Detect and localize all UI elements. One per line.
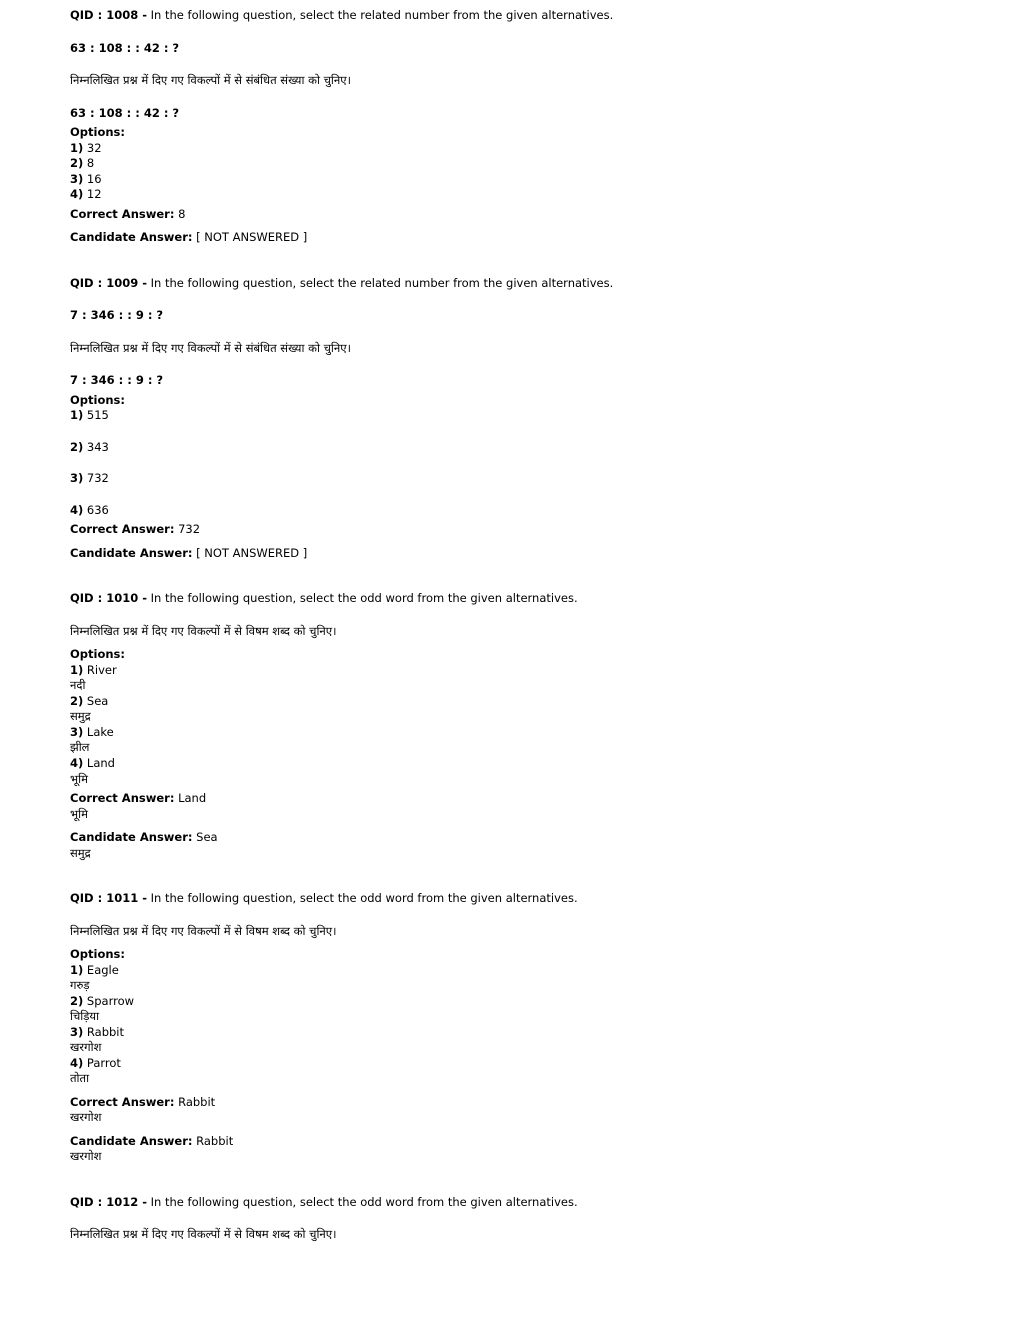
- option-text-hi: नदी: [70, 678, 86, 693]
- option-text-hi: झील: [70, 740, 90, 755]
- option-item: [70, 756, 954, 772]
- correct-answer-row: [70, 522, 954, 538]
- question-prompt-en: In the following question, select the odd word from the given alternatives.: [150, 891, 578, 906]
- qid-label: QID : 1012 -: [70, 1194, 147, 1209]
- correct-answer-value: 8: [178, 206, 186, 221]
- candidate-answer-row: [70, 230, 954, 246]
- correct-answer-row: [70, 1095, 954, 1111]
- option-text-hi: समुद्र: [70, 709, 91, 724]
- candidate-answer-label: Candidate Answer:: [70, 830, 193, 845]
- correct-answer-value: Land: [178, 791, 207, 806]
- correct-answer-value: 732: [178, 522, 201, 537]
- option-number: 4): [70, 502, 84, 517]
- question-header: [70, 276, 954, 292]
- question-prompt-en: In the following question, select the odd word from the given alternatives.: [150, 1194, 578, 1209]
- option-item: [70, 725, 954, 741]
- option-text: Lake: [86, 724, 114, 739]
- option-text: Sparrow: [86, 993, 135, 1008]
- option-item: [70, 156, 954, 172]
- question-prompt-hi: निम्नलिखित प्रश्न में दिए गए विकल्पों में से संबंधित संख्या को चुनिए।: [70, 340, 351, 355]
- option-number: 1): [70, 962, 84, 977]
- correct-answer-label: Correct Answer:: [70, 1094, 175, 1109]
- option-text: Parrot: [86, 1055, 121, 1070]
- option-item: [70, 503, 954, 519]
- option-item: [70, 408, 954, 424]
- candidate-answer-value: Rabbit: [196, 1133, 234, 1148]
- option-item: [70, 141, 954, 157]
- option-text: 515: [86, 408, 109, 423]
- candidate-answer-value-hi: खरगोश: [70, 1149, 102, 1164]
- option-item: [70, 471, 954, 487]
- candidate-answer-row: [70, 546, 954, 562]
- option-number: 1): [70, 408, 84, 423]
- option-text-hi: खरगोश: [70, 1040, 102, 1055]
- question-prompt-hi: निम्नलिखित प्रश्न में दिए गए विकल्पों में से विषम शब्द को चुनिए।: [70, 623, 337, 638]
- question-block-1010: [70, 591, 954, 861]
- option-text: River: [86, 662, 117, 677]
- correct-answer-row: [70, 207, 954, 223]
- candidate-answer-value: Sea: [196, 830, 218, 845]
- analogy-hi: 7 : 346 : : 9 : ?: [70, 373, 164, 388]
- question-prompt-hi: निम्नलिखित प्रश्न में दिए गए विकल्पों में से विषम शब्द को चुनिए।: [70, 1227, 337, 1242]
- option-text-hi: तोता: [70, 1071, 90, 1086]
- option-text: 12: [86, 187, 102, 202]
- option-number: 3): [70, 724, 84, 739]
- candidate-answer-row: [70, 830, 954, 846]
- candidate-answer-label: Candidate Answer:: [70, 1133, 193, 1148]
- question-header: [70, 8, 954, 24]
- candidate-answer-value: [ NOT ANSWERED ]: [196, 230, 308, 245]
- option-number: 2): [70, 993, 84, 1008]
- option-text: Eagle: [86, 962, 119, 977]
- option-item: [70, 994, 954, 1010]
- correct-answer-label: Correct Answer:: [70, 522, 175, 537]
- options-label: Options:: [70, 647, 125, 662]
- option-text: 32: [86, 140, 102, 155]
- candidate-answer-row: [70, 1134, 954, 1150]
- option-text: 8: [86, 156, 95, 171]
- option-item: [70, 663, 954, 679]
- question-block-1009: [70, 276, 954, 562]
- correct-answer-value-hi: खरगोश: [70, 1110, 102, 1125]
- options-label: Options:: [70, 392, 125, 407]
- option-item: [70, 440, 954, 456]
- option-item: [70, 963, 954, 979]
- correct-answer-row: [70, 791, 954, 807]
- question-prompt-hi: निम्नलिखित प्रश्न में दिए गए विकल्पों में से विषम शब्द को चुनिए।: [70, 923, 337, 938]
- option-number: 3): [70, 1024, 84, 1039]
- candidate-answer-label: Candidate Answer:: [70, 230, 193, 245]
- option-number: 1): [70, 662, 84, 677]
- correct-answer-label: Correct Answer:: [70, 206, 175, 221]
- option-text: Rabbit: [86, 1024, 125, 1039]
- option-text: 343: [86, 439, 109, 454]
- option-text: 732: [86, 471, 109, 486]
- question-block-1011: [70, 891, 954, 1165]
- options-label: Options:: [70, 125, 125, 140]
- qid-label: QID : 1010 -: [70, 591, 147, 606]
- option-text-hi: गरुड़: [70, 978, 90, 993]
- qid-label: QID : 1009 -: [70, 275, 147, 290]
- option-item: [70, 1056, 954, 1072]
- option-text: Land: [86, 755, 115, 770]
- qid-label: QID : 1011 -: [70, 891, 147, 906]
- question-prompt-hi: निम्नलिखित प्रश्न में दिए गए विकल्पों में से संबंधित संख्या को चुनिए।: [70, 73, 351, 88]
- option-number: 3): [70, 471, 84, 486]
- option-number: 2): [70, 439, 84, 454]
- analogy-hi: 63 : 108 : : 42 : ?: [70, 105, 180, 120]
- analogy-en: 7 : 346 : : 9 : ?: [70, 308, 164, 323]
- candidate-answer-value-hi: समुद्र: [70, 845, 91, 860]
- question-prompt-en: In the following question, select the odd word from the given alternatives.: [150, 591, 578, 606]
- option-text-hi: भूमि: [70, 771, 88, 786]
- options-label: Options:: [70, 947, 125, 962]
- qid-label: QID : 1008 -: [70, 8, 147, 22]
- question-header: [70, 891, 954, 907]
- question-header: [70, 591, 954, 607]
- option-text: Sea: [86, 693, 109, 708]
- option-item: [70, 1025, 954, 1041]
- question-prompt-en: In the following question, select the related number from the given alternatives.: [150, 275, 614, 290]
- option-number: 4): [70, 755, 84, 770]
- question-header: [70, 1195, 954, 1211]
- question-block-1008: [70, 8, 954, 246]
- analogy-en: 63 : 108 : : 42 : ?: [70, 40, 180, 55]
- option-number: 2): [70, 156, 84, 171]
- question-prompt-en: In the following question, select the related number from the given alternatives.: [150, 8, 614, 22]
- option-text: 16: [86, 171, 102, 186]
- option-text: 636: [86, 502, 109, 517]
- option-item: [70, 187, 954, 203]
- option-number: 4): [70, 187, 84, 202]
- question-block-1012: [70, 1195, 954, 1243]
- option-item: [70, 172, 954, 188]
- option-number: 4): [70, 1055, 84, 1070]
- option-text-hi: चिड़िया: [70, 1009, 100, 1024]
- correct-answer-value-hi: भूमि: [70, 806, 88, 821]
- correct-answer-label: Correct Answer:: [70, 791, 175, 806]
- candidate-answer-value: [ NOT ANSWERED ]: [196, 545, 308, 560]
- option-item: [70, 694, 954, 710]
- option-number: 3): [70, 171, 84, 186]
- correct-answer-value: Rabbit: [178, 1094, 216, 1109]
- candidate-answer-label: Candidate Answer:: [70, 545, 193, 560]
- option-number: 1): [70, 140, 84, 155]
- option-number: 2): [70, 693, 84, 708]
